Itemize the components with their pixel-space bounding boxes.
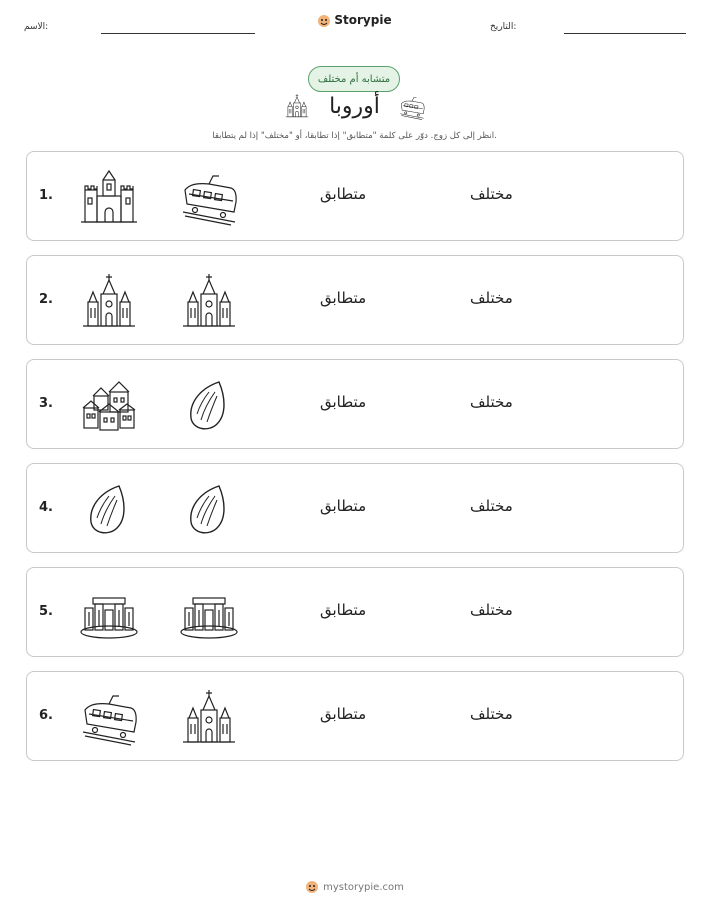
- village-icon: [79, 376, 139, 434]
- question-row: [26, 463, 684, 553]
- storypie-logo-icon: [317, 14, 331, 28]
- almond-icon: [79, 480, 139, 538]
- different-option[interactable]: مختلف: [470, 185, 513, 203]
- same-option[interactable]: متطابق: [320, 393, 367, 411]
- cathedral-icon: [179, 688, 239, 746]
- question-number: 2.: [39, 292, 53, 307]
- almond-icon: [179, 376, 239, 434]
- footer: [0, 880, 709, 894]
- question-number: 1.: [39, 188, 53, 203]
- different-option[interactable]: مختلف: [470, 705, 513, 723]
- stonehenge-icon: [79, 584, 139, 642]
- cathedral-icon: [79, 272, 139, 330]
- different-option[interactable]: مختلف: [470, 393, 513, 411]
- tram-icon: [179, 168, 239, 226]
- instructions: انظر إلى كل زوج. دوّر على كلمة "متطابق" إذا تطابقا، أو "مختلف" إذا لم يتطابقا.: [212, 131, 497, 141]
- almond-icon: [179, 480, 239, 538]
- question-number: 5.: [39, 604, 53, 619]
- footer-url: mystorypie.com: [323, 882, 404, 893]
- page-title: أوروبا: [329, 94, 380, 119]
- different-option[interactable]: مختلف: [470, 601, 513, 619]
- worksheet-type-badge: متشابه أم مختلف: [308, 66, 400, 92]
- tram-icon: [79, 688, 139, 746]
- question-row: [26, 255, 684, 345]
- brand-name: Storypie: [334, 13, 392, 27]
- same-option[interactable]: متطابق: [320, 497, 367, 515]
- question-row: [26, 359, 684, 449]
- same-option[interactable]: متطابق: [320, 289, 367, 307]
- question-row: [26, 151, 684, 241]
- same-option[interactable]: متطابق: [320, 601, 367, 619]
- question-row: [26, 671, 684, 761]
- question-number: 4.: [39, 500, 53, 515]
- castle-icon: [79, 168, 139, 226]
- date-label: التاريخ:: [490, 22, 517, 32]
- question-number: 6.: [39, 708, 53, 723]
- question-number: 3.: [39, 396, 53, 411]
- name-line[interactable]: [101, 33, 255, 34]
- different-option[interactable]: مختلف: [470, 289, 513, 307]
- cathedral-icon: [179, 272, 239, 330]
- different-option[interactable]: مختلف: [470, 497, 513, 515]
- tram-icon: [396, 94, 428, 120]
- storypie-logo-icon: [305, 880, 319, 894]
- question-row: [26, 567, 684, 657]
- stonehenge-icon: [179, 584, 239, 642]
- name-label: الاسم:: [24, 22, 49, 32]
- same-option[interactable]: متطابق: [320, 705, 367, 723]
- brand-logo: [0, 13, 709, 28]
- date-line[interactable]: [564, 33, 686, 34]
- same-option[interactable]: متطابق: [320, 185, 367, 203]
